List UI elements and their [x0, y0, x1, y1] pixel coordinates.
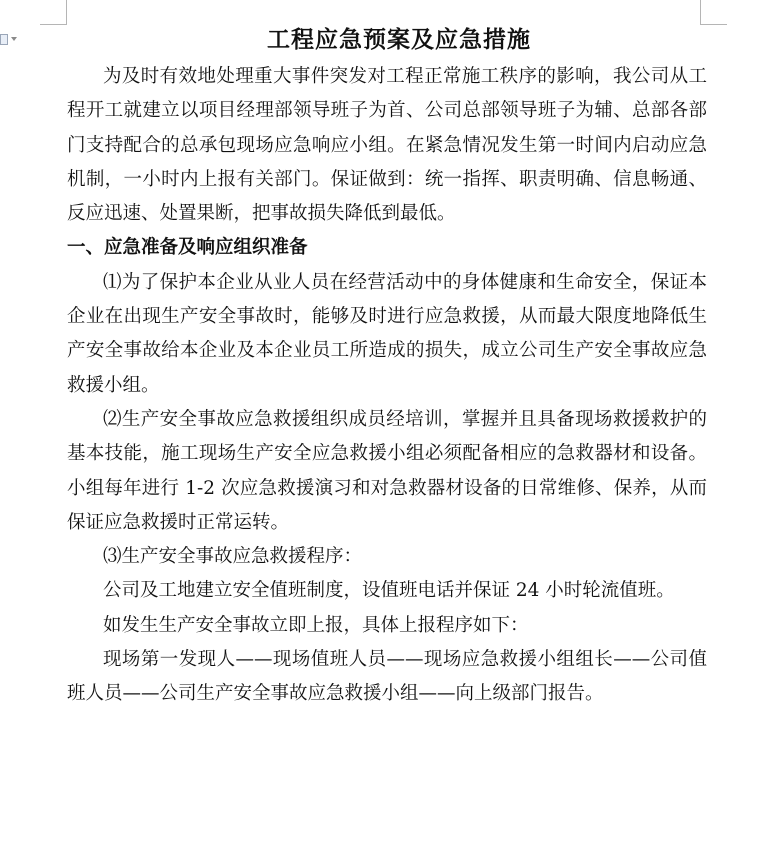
report-intro-paragraph: 如发生生产安全事故立即上报，具体上报程序如下：: [103, 614, 529, 636]
intro-paragraph: 为及时有效地处理重大事件突发对工程正常施工秩序的影响，我公司从工程开工就建立以项目经理部领导班子为首、公司总部领导班子为辅、总部各部门支持配合的总承包现场应急响应小组。在紧急情况发生第一时间内启动应急机制，一小时内上报有关部门。保证做到：统一指挥、职责明确、信息畅通、反应迅速、处置果断，把事故损失降低到最低。: [67, 66, 707, 225]
document-page: [67, 20, 707, 712]
document-icon: [0, 34, 8, 45]
chevron-down-icon: [11, 37, 17, 41]
paragraph-anchor-icon[interactable]: [0, 32, 22, 46]
duty-system-paragraph: 公司及工地建立安全值班制度，设值班电话并保证 24 小时轮流值班。: [103, 580, 675, 602]
page-corner-mark-left: [40, 0, 67, 25]
item-2-paragraph: ⑵生产安全事故应急救援组织成员经培训，掌握并且具备现场救援救护的基本技能，施工现场生产安全应急救援小组必须配备相应的急救器材和设备。小组每年进行 1-2 次应急救援演习和对急救器材设备的日常维修、保养，从而保证应急救援时正常运转。: [67, 408, 707, 533]
item-3-paragraph: ⑶生产安全事故应急救援程序：: [103, 546, 363, 568]
section-heading: 一、应急准备及响应组织准备: [67, 237, 308, 259]
document-title: 工程应急预案及应急措施: [267, 26, 531, 53]
report-chain-paragraph: 现场第一发现人——现场值班人员——现场应急救援小组组长——公司值班人员——公司生产安全事故应急救援小组——向上级部门报告。: [67, 649, 707, 705]
item-1-paragraph: ⑴为了保护本企业从业人员在经营活动中的身体健康和生命安全，保证本企业在出现生产安全事故时，能够及时进行应急救援，从而最大限度地降低生产安全事故给本企业及本企业员工所造成的损失，成立公司生产安全事故应急救援小组。: [67, 271, 707, 396]
